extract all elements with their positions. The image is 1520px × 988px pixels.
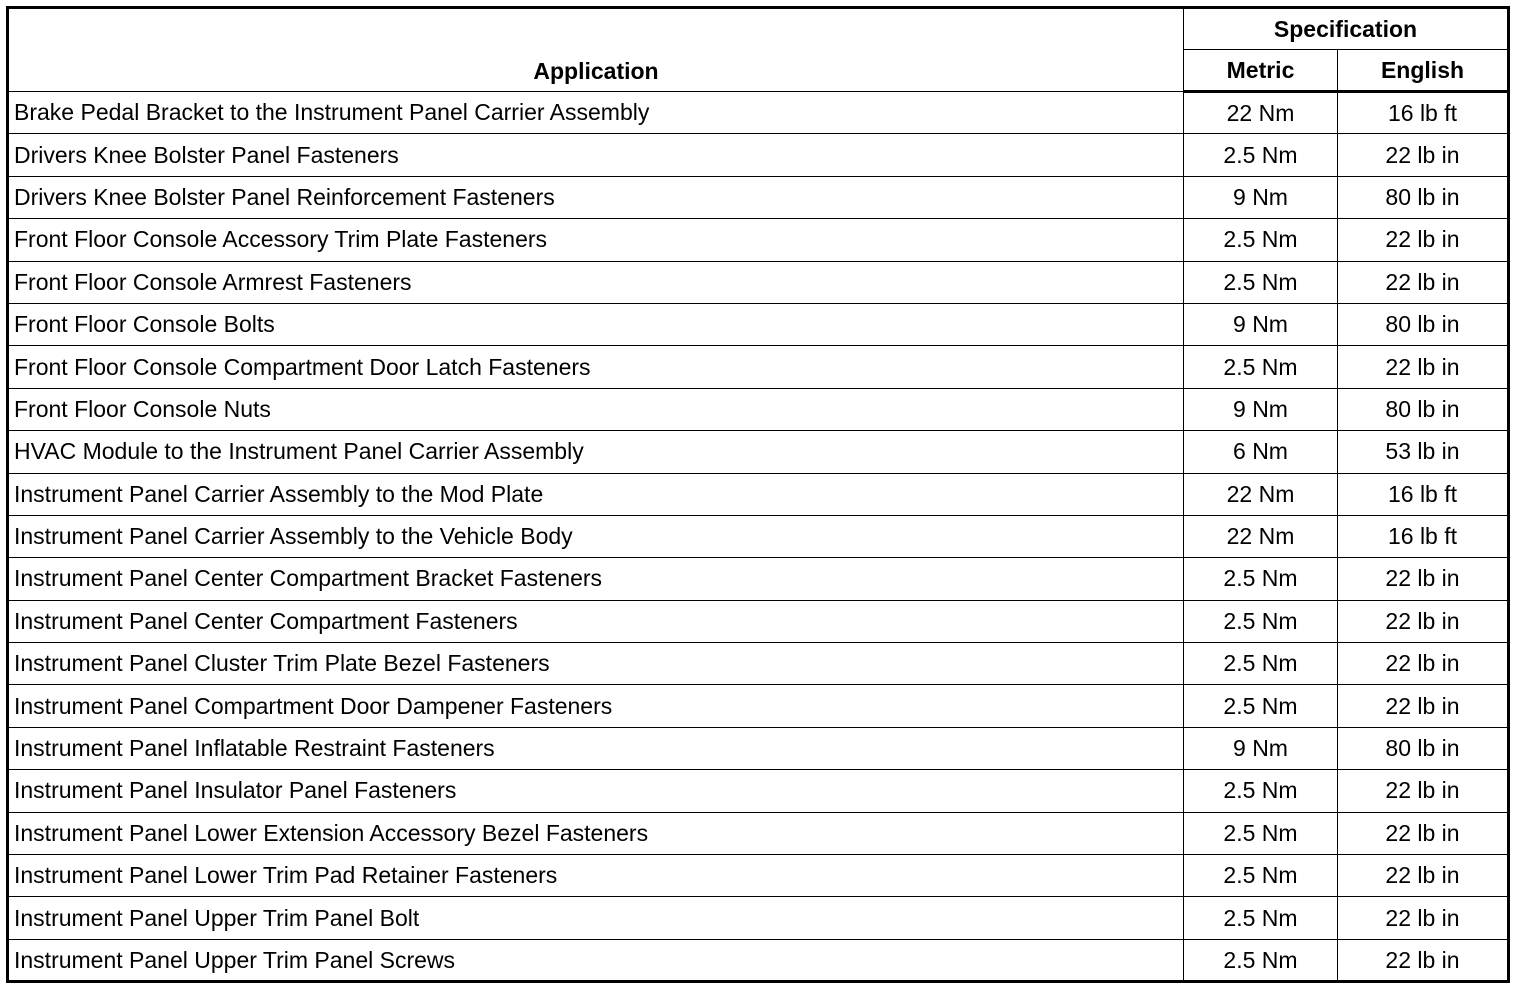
table-row [8,643,1509,685]
application-cell: Instrument Panel Insulator Panel Fasteners [8,770,1184,812]
application-cell: Drivers Knee Bolster Panel Reinforcement Fasteners [8,176,1184,218]
metric-header: Metric [1184,50,1338,92]
table-row [8,176,1509,218]
application-cell: HVAC Module to the Instrument Panel Carrier Assembly [8,431,1184,473]
application-cell: Instrument Panel Carrier Assembly to the Mod Plate [8,473,1184,515]
torque-specification-table [6,6,1510,983]
metric-value-cell: 2.5 Nm [1184,134,1338,176]
application-cell: Front Floor Console Armrest Fasteners [8,261,1184,303]
metric-value-cell: 22 Nm [1184,515,1338,557]
english-value-cell: 22 lb in [1338,261,1509,303]
application-header: Application [8,8,1184,92]
english-value-cell: 22 lb in [1338,558,1509,600]
application-cell: Instrument Panel Compartment Door Dampener Fasteners [8,685,1184,727]
metric-value-cell: 2.5 Nm [1184,600,1338,642]
metric-value-cell: 2.5 Nm [1184,643,1338,685]
metric-value-cell: 2.5 Nm [1184,558,1338,600]
application-cell: Instrument Panel Inflatable Restraint Fasteners [8,727,1184,769]
metric-value-cell: 9 Nm [1184,388,1338,430]
english-value-cell: 80 lb in [1338,176,1509,218]
application-cell: Instrument Panel Carrier Assembly to the Vehicle Body [8,515,1184,557]
english-value-cell: 22 lb in [1338,134,1509,176]
table-header [8,8,1509,92]
application-cell: Instrument Panel Lower Trim Pad Retainer Fasteners [8,855,1184,897]
application-cell: Front Floor Console Compartment Door Latch Fasteners [8,346,1184,388]
english-value-cell: 22 lb in [1338,600,1509,642]
metric-value-cell: 22 Nm [1184,92,1338,134]
english-value-cell: 22 lb in [1338,770,1509,812]
metric-value-cell: 2.5 Nm [1184,685,1338,727]
english-value-cell: 16 lb ft [1338,473,1509,515]
application-cell: Instrument Panel Center Compartment Fasteners [8,600,1184,642]
english-value-cell: 53 lb in [1338,431,1509,473]
english-value-cell: 22 lb in [1338,346,1509,388]
table-row [8,770,1509,812]
application-cell: Instrument Panel Upper Trim Panel Bolt [8,897,1184,939]
metric-value-cell: 6 Nm [1184,431,1338,473]
table-row [8,558,1509,600]
table-row [8,515,1509,557]
table-row [8,92,1509,134]
table-row [8,939,1509,981]
english-header: English [1338,50,1509,92]
table-row [8,473,1509,515]
table-row [8,431,1509,473]
application-cell: Front Floor Console Nuts [8,388,1184,430]
metric-value-cell: 2.5 Nm [1184,770,1338,812]
table-row [8,219,1509,261]
table-row [8,134,1509,176]
metric-value-cell: 9 Nm [1184,727,1338,769]
table-row [8,812,1509,854]
specification-header: Specification [1184,8,1509,50]
english-value-cell: 22 lb in [1338,219,1509,261]
english-value-cell: 80 lb in [1338,303,1509,345]
header-row-top [8,8,1509,50]
metric-value-cell: 22 Nm [1184,473,1338,515]
english-value-cell: 80 lb in [1338,727,1509,769]
application-cell: Brake Pedal Bracket to the Instrument Panel Carrier Assembly [8,92,1184,134]
application-cell: Instrument Panel Cluster Trim Plate Bezel Fasteners [8,643,1184,685]
application-cell: Front Floor Console Bolts [8,303,1184,345]
metric-value-cell: 2.5 Nm [1184,939,1338,981]
english-value-cell: 22 lb in [1338,897,1509,939]
english-value-cell: 22 lb in [1338,939,1509,981]
english-value-cell: 22 lb in [1338,855,1509,897]
application-cell: Front Floor Console Accessory Trim Plate Fasteners [8,219,1184,261]
english-value-cell: 16 lb ft [1338,515,1509,557]
metric-value-cell: 2.5 Nm [1184,219,1338,261]
english-value-cell: 80 lb in [1338,388,1509,430]
metric-value-cell: 2.5 Nm [1184,897,1338,939]
table-row [8,261,1509,303]
metric-value-cell: 2.5 Nm [1184,346,1338,388]
table-body [8,92,1509,982]
application-cell: Drivers Knee Bolster Panel Fasteners [8,134,1184,176]
table-row [8,727,1509,769]
application-cell: Instrument Panel Lower Extension Accessory Bezel Fasteners [8,812,1184,854]
metric-value-cell: 9 Nm [1184,303,1338,345]
application-cell: Instrument Panel Upper Trim Panel Screws [8,939,1184,981]
metric-value-cell: 2.5 Nm [1184,812,1338,854]
english-value-cell: 22 lb in [1338,685,1509,727]
table-row [8,388,1509,430]
english-value-cell: 22 lb in [1338,643,1509,685]
english-value-cell: 16 lb ft [1338,92,1509,134]
table-row [8,855,1509,897]
metric-value-cell: 2.5 Nm [1184,855,1338,897]
metric-value-cell: 9 Nm [1184,176,1338,218]
english-value-cell: 22 lb in [1338,812,1509,854]
application-cell: Instrument Panel Center Compartment Bracket Fasteners [8,558,1184,600]
table-row [8,346,1509,388]
table-row [8,303,1509,345]
table-row [8,897,1509,939]
table-row [8,685,1509,727]
metric-value-cell: 2.5 Nm [1184,261,1338,303]
table-row [8,600,1509,642]
